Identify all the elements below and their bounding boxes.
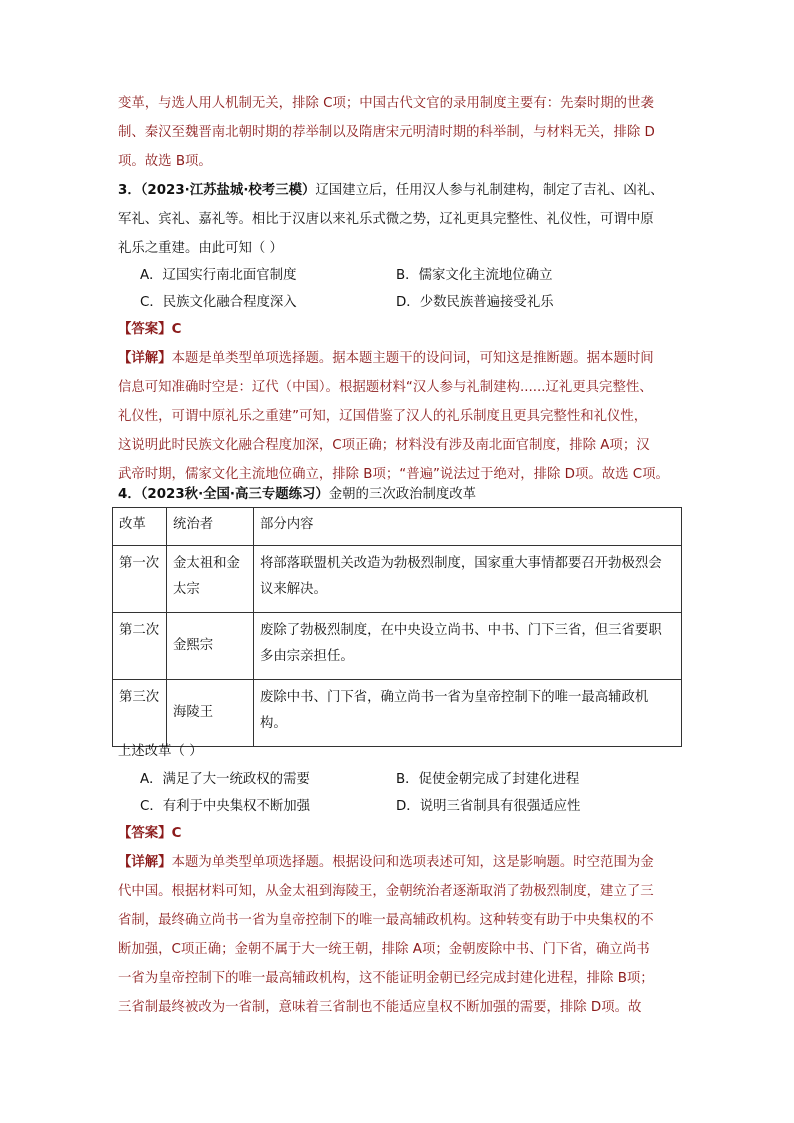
q4-detail-line-3: 省制，最终确立尚书一省为皇帝控制下的唯一最高辅政机构。这种转变有助于中央集权的不 bbox=[118, 913, 654, 928]
prev-explanation-line-3: 项。故选 B项。 bbox=[118, 154, 212, 169]
table-cell-content: 废除了勃极烈制度，在中央设立尚书、中书、门下三省，但三省要职多由宗亲担任。 bbox=[254, 613, 682, 680]
q3-detail-line-2: 信息可知准确时空是：辽代（中国）。根据题材料“汉人参与礼制建构......辽礼更具完整性、 bbox=[118, 380, 653, 395]
q3-number: 3． bbox=[118, 183, 141, 198]
table-row bbox=[113, 613, 682, 680]
reform-table bbox=[112, 507, 682, 747]
q3-stem-line-2: 军礼、宾礼、嘉礼等。相比于汉唐以来礼乐式微之势，辽礼更具完整性、礼仪性，可谓中原 bbox=[118, 212, 654, 227]
table-cell-ruler: 金太祖和金太宗 bbox=[167, 546, 254, 613]
table-cell-reform: 第三次 bbox=[113, 680, 167, 747]
q3-detail-line-5: 武帝时期，儒家文化主流地位确立，排除 B项；“普遍”说法过于绝对，排除 D项。故选 C项。 bbox=[118, 467, 669, 482]
q4-detail-label: 【详解】 bbox=[118, 855, 172, 870]
q3-detail-label: 【详解】 bbox=[118, 351, 172, 366]
q3-option-b: B．儒家文化主流地位确立 bbox=[396, 268, 553, 283]
q3-option-d: D．少数民族普遍接受礼乐 bbox=[396, 295, 554, 310]
table-header-reform: 改革 bbox=[113, 508, 167, 546]
q3-stem-line-1 bbox=[118, 181, 664, 201]
q4-source: （2023秋·全国·高三专题练习） bbox=[140, 487, 329, 502]
q3-detail-line-3: 礼仪性，可谓中原礼乐之重建”可知，辽国借鉴了汉人的礼乐制度且更具完整性和礼仪性， bbox=[118, 409, 648, 424]
q4-title: 金朝的三次政治制度改革 bbox=[328, 487, 477, 502]
q4-option-c: C．有利于中央集权不断加强 bbox=[140, 799, 311, 814]
q3-option-c: C．民族文化融合程度深入 bbox=[140, 295, 297, 310]
q4-answer bbox=[118, 824, 181, 844]
q4-stem-after: 上述改革（ ） bbox=[118, 744, 203, 759]
q3-detail-line-1 bbox=[118, 349, 654, 369]
q3-answer bbox=[118, 320, 181, 340]
q3-option-a: A．辽国实行南北面官制度 bbox=[140, 268, 297, 283]
q4-detail-line-1 bbox=[118, 853, 654, 873]
q4-detail-line-4: 断加强，C项正确；金朝不属于大一统王朝，排除 A项；金朝废除中书、门下省，确立尚书 bbox=[118, 942, 650, 957]
q3-detail-text-1: 本题是单类型单项选择题。据本题主题干的设问词，可知这是推断题。据本题时间 bbox=[171, 351, 654, 366]
table-cell-content: 废除中书、门下省，确立尚书一省为皇帝控制下的唯一最高辅政机构。 bbox=[254, 680, 682, 747]
q4-option-a: A．满足了大一统政权的需要 bbox=[140, 772, 310, 787]
table-cell-content: 将部落联盟机关改造为勃极烈制度，国家重大事情都要召开勃极烈会议来解决。 bbox=[254, 546, 682, 613]
q3-stem-line-3: 礼乐之重建。由此可知（ ） bbox=[118, 241, 283, 256]
q3-answer-value: C bbox=[171, 322, 182, 337]
table-header-content: 部分内容 bbox=[254, 508, 682, 546]
prev-explanation-line-1: 变革，与选人用人机制无关，排除 C项；中国古代文官的录用制度主要有：先秦时期的世袭 bbox=[118, 96, 654, 111]
table-cell-reform: 第一次 bbox=[113, 546, 167, 613]
table-row bbox=[113, 680, 682, 747]
q4-option-d: D．说明三省制具有很强适应性 bbox=[396, 799, 581, 814]
table-row bbox=[113, 546, 682, 613]
q4-number: 4． bbox=[118, 487, 141, 502]
q3-answer-label: 【答案】 bbox=[118, 322, 172, 337]
q4-stem-line bbox=[118, 485, 476, 505]
table-header-row bbox=[113, 508, 682, 546]
q4-answer-value: C bbox=[171, 826, 182, 841]
table-cell-ruler: 海陵王 bbox=[167, 680, 254, 747]
table-header-ruler: 统治者 bbox=[167, 508, 254, 546]
q4-detail-line-2: 代中国。根据材料可知，从金太祖到海陵王，金朝统治者逐渐取消了勃极烈制度，建立了三 bbox=[118, 884, 654, 899]
q4-option-b: B．促使金朝完成了封建化进程 bbox=[396, 772, 580, 787]
prev-explanation-line-2: 制、秦汉至魏晋南北朝时期的荐举制以及隋唐宋元明清时期的科举制，与材料无关，排除 D bbox=[118, 125, 655, 140]
q3-detail-line-4: 这说明此时民族文化融合程度加深，C项正确；材料没有涉及南北面官制度，排除 A项；汉 bbox=[118, 438, 650, 453]
q4-detail-text-1: 本题为单类型单项选择题。根据设问和选项表述可知，这是影响题。时空范围为金 bbox=[171, 855, 654, 870]
q4-answer-label: 【答案】 bbox=[118, 826, 172, 841]
q4-detail-line-5: 一省为皇帝控制下的唯一最高辅政机构，这不能证明金朝已经完成封建化进程，排除 B项； bbox=[118, 971, 654, 986]
q3-source: （2023·江苏盐城·校考三模） bbox=[140, 183, 316, 198]
table-cell-reform: 第二次 bbox=[113, 613, 167, 680]
q4-detail-line-6: 三省制最终被改为一省制，意味着三省制也不能适应皇权不断加强的需要，排除 D项。故 bbox=[118, 1000, 642, 1015]
q3-stem-text-1: 辽国建立后，任用汉人参与礼制建构，制定了吉礼、凶礼、 bbox=[315, 183, 664, 198]
table-cell-ruler: 金熙宗 bbox=[167, 613, 254, 680]
